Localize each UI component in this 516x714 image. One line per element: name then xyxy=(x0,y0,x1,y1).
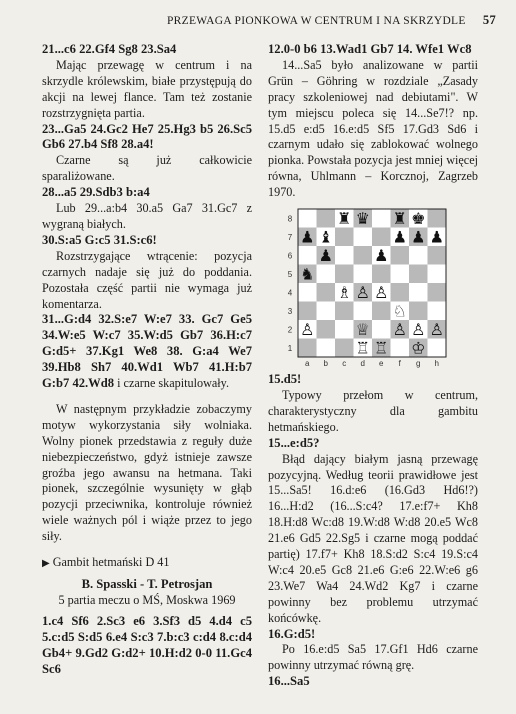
rank-label: 6 xyxy=(287,251,293,261)
board-square xyxy=(317,302,336,321)
commentary-paragraph: Mając przewagę w centrum i na skrzydle królewskim, białe przystępują do akcji na lewej flance. Tam też zostanie rozstrzygnięta partia. xyxy=(42,57,252,120)
board-square xyxy=(428,302,447,321)
file-label: g xyxy=(416,359,421,369)
chess-piece-icon: ♜ xyxy=(337,209,352,229)
chess-piece-icon: ♘ xyxy=(392,301,407,321)
board-square xyxy=(335,320,354,339)
move-text: 12.0-0 b6 13.Wad1 Gb7 14. Wfe1 Wc8 xyxy=(268,42,472,56)
board-square xyxy=(372,265,391,284)
intro-paragraph: W następnym przykładzie zobaczymy motyw wykorzystania siły wolniaka. Wolny pionek przedstawia z reguły duże niebezpieczeństwo, gdyż istnieje zawsze groźba jego awansu na hetmana. Taki pionek, szczególnie wysunięty w głąb pozycji przeciwnika, kontroluje również wiele ważnych pól i wiąże przez to jego siły. xyxy=(42,401,252,544)
commentary-paragraph: Rozstrzygające wtrącenie: pozycja czarnych nadaje się już do poddania. Pozostała część partii nie wymaga już komentarza. xyxy=(42,248,252,311)
board-square xyxy=(298,302,317,321)
chess-piece-icon: ♟ xyxy=(411,227,426,247)
rank-label: 8 xyxy=(287,214,293,224)
chess-piece-icon: ♙ xyxy=(374,283,389,303)
board-square xyxy=(391,339,410,358)
move-text: 23...Ga5 24.Gc2 He7 25.Hg3 b5 26.Sc5 Gb6 27.b4 Sf8 28.a4! xyxy=(42,121,252,152)
board-square xyxy=(428,209,447,228)
file-label: b xyxy=(323,359,328,369)
board-square xyxy=(317,320,336,339)
board-square xyxy=(335,246,354,265)
rank-label: 5 xyxy=(287,269,293,279)
chess-diagram xyxy=(274,205,474,368)
move-text: 30.S:a5 G:c5 31.S:c6! xyxy=(42,232,157,247)
chess-piece-icon: ♗ xyxy=(337,283,352,303)
board-square xyxy=(428,339,447,358)
rank-label: 2 xyxy=(287,325,293,335)
board-square xyxy=(409,283,428,302)
board-square xyxy=(354,228,373,247)
move-text: 16.G:d5! xyxy=(268,626,316,641)
opening-name: Gambit hetmański D 41 xyxy=(52,555,170,570)
commentary-paragraph: Po 16.e:d5 Sa5 17.Gf1 Hd6 czarne powinny utrzymać równą grę. xyxy=(268,642,478,673)
commentary-paragraph: Błąd dający białym jasną przewagę pozycyjną. Według teorii prawidłowe jest 15...Sa5! 16.d:e6 (16.Gd3 Hd6!?) 16...H:d2 (16...S:c4? 17.e:f7+ Kh8 18.H:d8 Wc:d8 19.W:d8 W:d8 20.e5 Wc8 21.e6 Gd5 22.Sg5 i czarne mogą poddać partię) 17.f7+ Kh8 18.S:d2 S:c4 19.S:c4 W:c4 20.e5 Gc8 21.e6 G:e6 22.W:e6 g6 23.We7 Wa4 24.Wd2 Kg7 i czarne powinny bez problemu utrzymać końcówkę. xyxy=(268,451,478,625)
board-square xyxy=(409,246,428,265)
move-text-tail: i czarne skapitulowały. xyxy=(114,376,230,391)
chess-piece-icon: ♙ xyxy=(429,320,444,340)
board-square xyxy=(372,320,391,339)
opening-title xyxy=(42,555,252,572)
chess-board xyxy=(274,205,474,368)
board-square xyxy=(354,265,373,284)
file-label: f xyxy=(398,359,401,369)
board-square xyxy=(409,302,428,321)
chess-piece-icon: ♛ xyxy=(355,209,370,229)
chess-piece-icon: ♟ xyxy=(300,227,315,247)
board-square xyxy=(391,246,410,265)
chess-piece-icon: ♙ xyxy=(300,320,315,340)
board-square xyxy=(409,265,428,284)
chess-piece-icon: ♕ xyxy=(355,320,370,340)
game-event: 5 partia meczu o MŚ, Moskwa 1969 xyxy=(58,592,236,607)
chess-piece-icon: ♚ xyxy=(411,209,426,229)
board-square xyxy=(298,246,317,265)
chess-piece-icon: ♝ xyxy=(318,227,333,247)
board-square xyxy=(428,265,447,284)
file-label: c xyxy=(342,359,347,369)
board-square xyxy=(298,209,317,228)
rank-label: 1 xyxy=(287,343,293,353)
board-square xyxy=(317,339,336,358)
board-square xyxy=(428,283,447,302)
board-square xyxy=(317,265,336,284)
move-text: 31...G:d4 32.S:e7 W:e7 33. Gc7 Ge5 34.W:e5 W:c7 35.W:d5 Gb7 36.H:c7 G:d5+ 37.Kg1 We8 38. G:a4 We7 39.Hb8 Sh7 40.Wd1 Wb7 41.H:b7 G:b7 42.Wd8 xyxy=(42,312,252,391)
rank-label: 7 xyxy=(287,232,293,242)
board-square xyxy=(354,246,373,265)
left-column xyxy=(42,42,252,677)
board-square xyxy=(372,302,391,321)
triangle-marker-icon: ▶ xyxy=(42,558,50,570)
chess-piece-icon: ♟ xyxy=(318,246,333,266)
move-text: 1.c4 Sf6 2.Sc3 e6 3.Sf3 d5 4.d4 c5 5.c:d5 S:d5 6.e4 S:c3 7.b:c3 c:d4 8.c:d4 Gb4+ 9.Gd2 G:d2+ 10.H:d2 0-0 11.Gc4 Sc6 xyxy=(42,613,252,676)
move-text-final xyxy=(42,312,252,392)
board-square xyxy=(391,265,410,284)
board-square xyxy=(335,302,354,321)
board-square xyxy=(335,265,354,284)
move-text: 15.d5! xyxy=(268,372,302,387)
board-square xyxy=(391,283,410,302)
chess-piece-icon: ♔ xyxy=(411,338,426,358)
page-number: 57 xyxy=(482,13,496,27)
commentary-paragraph: Typowy przełom w centrum, charakterystyczny dla gambitu hetmańskiego. xyxy=(268,387,478,434)
chess-piece-icon: ♙ xyxy=(355,283,370,303)
move-text: 15...e:d5? xyxy=(268,435,320,450)
file-label: d xyxy=(360,359,365,369)
chess-piece-icon: ♜ xyxy=(392,209,407,229)
rank-label: 4 xyxy=(287,288,293,298)
chess-piece-icon: ♟ xyxy=(429,227,444,247)
chess-piece-icon: ♖ xyxy=(374,338,389,358)
move-text: 28...a5 29.Sdb3 b:a4 xyxy=(42,185,150,200)
file-label: h xyxy=(434,359,439,369)
commentary-paragraph: Czarne są już całkowicie sparaliżowane. xyxy=(42,153,252,184)
board-square xyxy=(335,228,354,247)
chess-piece-icon: ♖ xyxy=(355,338,370,358)
board-square xyxy=(372,209,391,228)
rank-label: 3 xyxy=(287,306,293,316)
move-text: 21...c6 22.Gf4 Sg8 23.Sa4 xyxy=(42,42,177,56)
chess-piece-icon: ♟ xyxy=(392,227,407,247)
file-label: e xyxy=(379,359,384,369)
commentary-paragraph: Lub 29...a:b4 30.a5 Ga7 31.Gc7 z wygraną białych. xyxy=(42,201,252,231)
board-square xyxy=(428,246,447,265)
board-square xyxy=(317,283,336,302)
board-square xyxy=(298,339,317,358)
move-text: 16...Sa5 xyxy=(268,674,310,689)
file-label: a xyxy=(305,359,310,369)
commentary-paragraph: 14...Sa5 było analizowane w partii Grün – Göhring w rozdziale „Zasady pracy szkoleniowej nad debiutami". W tym miejscu poleca się 14...Se7!? np. 15.d5 e:d5 16.e:d5 Sf5 17.Gd3 Sd6 i czarnym udało się zablokować wolnego pionka. Powstała pozycja jest mniej więcej równa, Uhlmann – Korcznoj, Zagrzeb 1970. xyxy=(268,57,478,200)
page-header xyxy=(28,13,496,28)
board-square xyxy=(335,339,354,358)
board-square xyxy=(354,302,373,321)
chess-piece-icon: ♙ xyxy=(392,320,407,340)
game-players: B. Spasski - T. Petrosjan xyxy=(81,577,213,591)
chess-piece-icon: ♟ xyxy=(374,246,389,266)
board-square xyxy=(372,228,391,247)
board-square xyxy=(298,283,317,302)
right-column xyxy=(268,42,478,690)
running-title: PRZEWAGA PIONKOWA W CENTRUM I NA SKRZYDLE xyxy=(166,15,466,27)
board-square xyxy=(317,209,336,228)
chess-piece-icon: ♙ xyxy=(411,320,426,340)
chess-piece-icon: ♞ xyxy=(300,264,315,284)
